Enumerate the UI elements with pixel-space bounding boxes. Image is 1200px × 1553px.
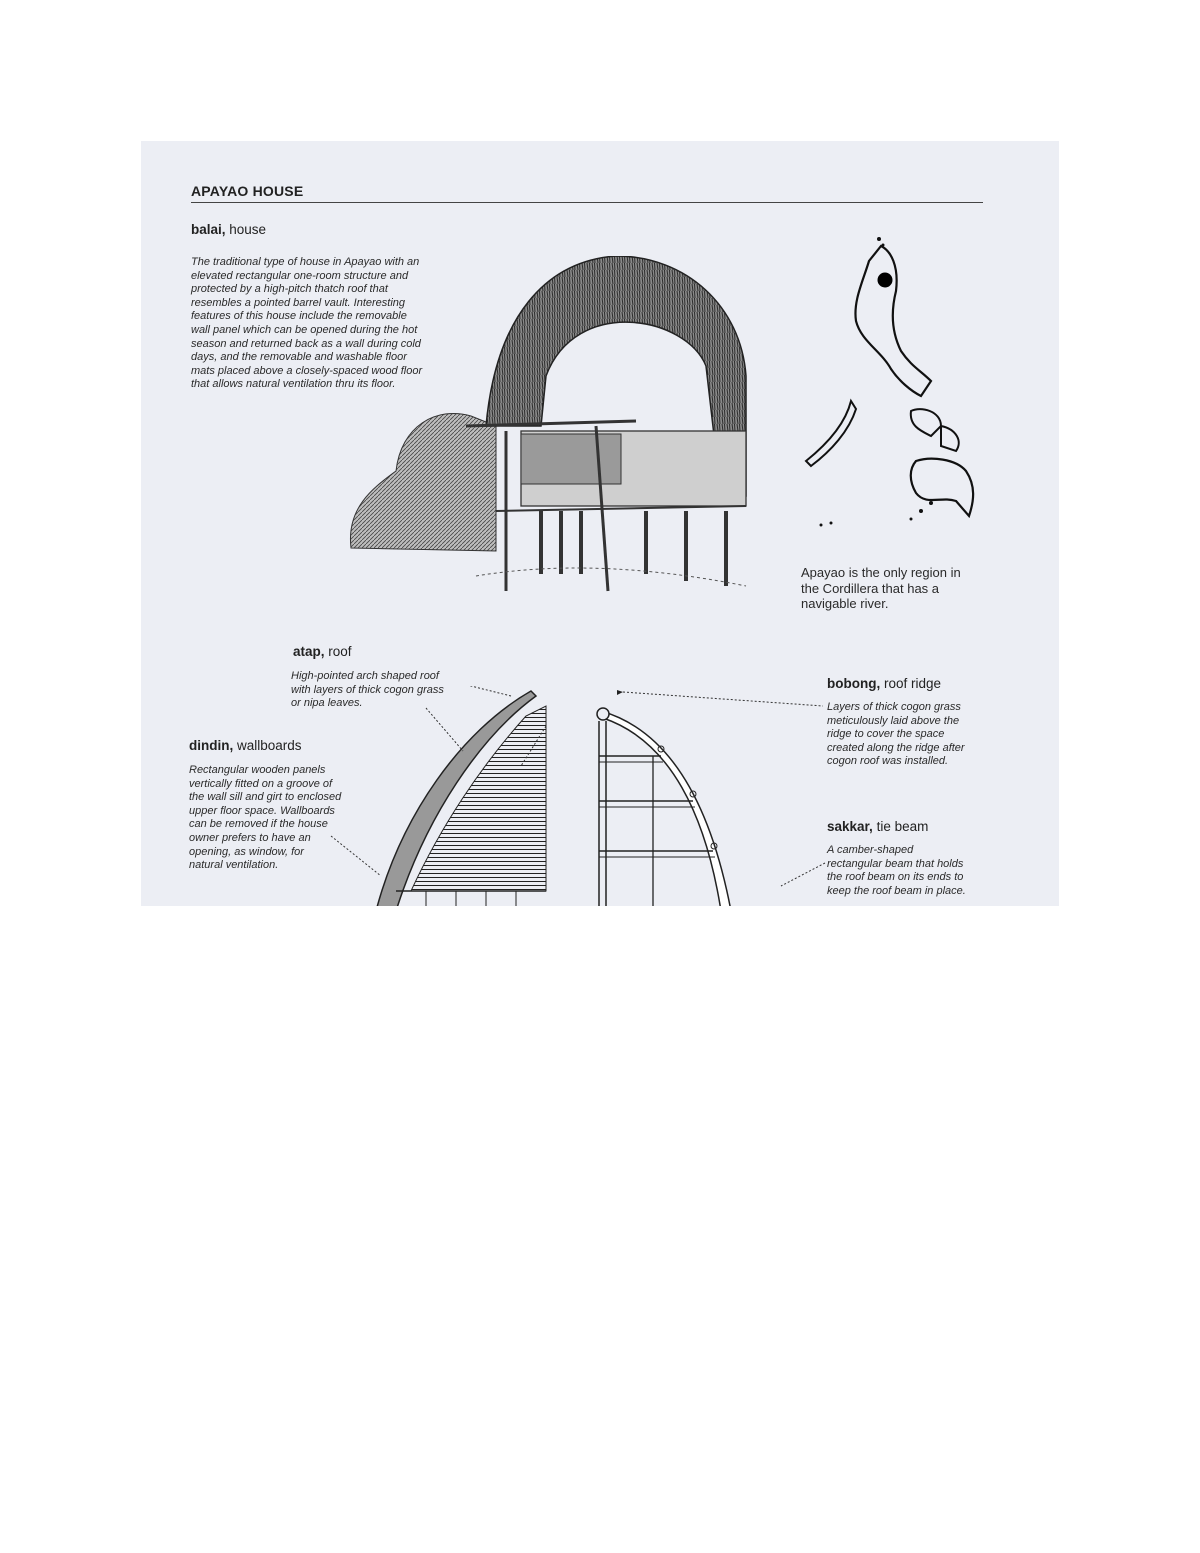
term-balai-name: balai, — [191, 222, 226, 237]
term-sakkar — [827, 819, 928, 834]
map-note: Apayao is the only region in the Cordillera that has a navigable river. — [801, 565, 961, 611]
page-title: APAYAO HOUSE — [191, 183, 304, 199]
term-dindin — [189, 738, 302, 753]
term-dindin-name: dindin, — [189, 738, 234, 753]
term-bobong-name: bobong, — [827, 676, 881, 691]
term-atap-gloss: roof — [324, 644, 352, 659]
term-atap-name: atap, — [293, 644, 325, 659]
term-balai-gloss: house — [225, 222, 267, 237]
term-bobong-gloss: roof ridge — [880, 676, 942, 691]
bobong-description: Layers of thick cogon grass meticulously laid above the ridge to cover the space created along the ridge after cogon roof was installed. — [827, 701, 965, 768]
scanned-page — [141, 141, 1059, 906]
term-sakkar-name: sakkar, — [827, 819, 873, 834]
dindin-description: Rectangular wooden panels vertically fitted on a groove of the wall sill and girt to enclosed upper floor space. Wallboards can be removed if the house owner prefers to have an opening, as window, for natural ventilation. — [189, 764, 342, 872]
sakkar-description: A camber-shaped rectangular beam that holds the roof beam on its ends to keep the roof beam in place. — [827, 844, 966, 897]
atap-description: High-pointed arch shaped roof with layers of thick cogon grass or nipa leaves. — [291, 670, 444, 710]
term-dindin-gloss: wallboards — [233, 738, 302, 753]
term-atap — [293, 644, 352, 659]
term-sakkar-gloss: tie beam — [872, 819, 929, 834]
term-bobong — [827, 676, 941, 691]
balai-description: The traditional type of house in Apayao with an elevated rectangular one-room structure and protected by a high-pitch thatch roof that resembles a pointed barrel vault. Interesting features of this house include the removable wall panel which can be opened during the hot season and returned back as a wall during cold days, and the removable and washable floor mats placed above a closely-spaced wood floor that allows natural ventilation thru its floor. — [191, 256, 423, 391]
